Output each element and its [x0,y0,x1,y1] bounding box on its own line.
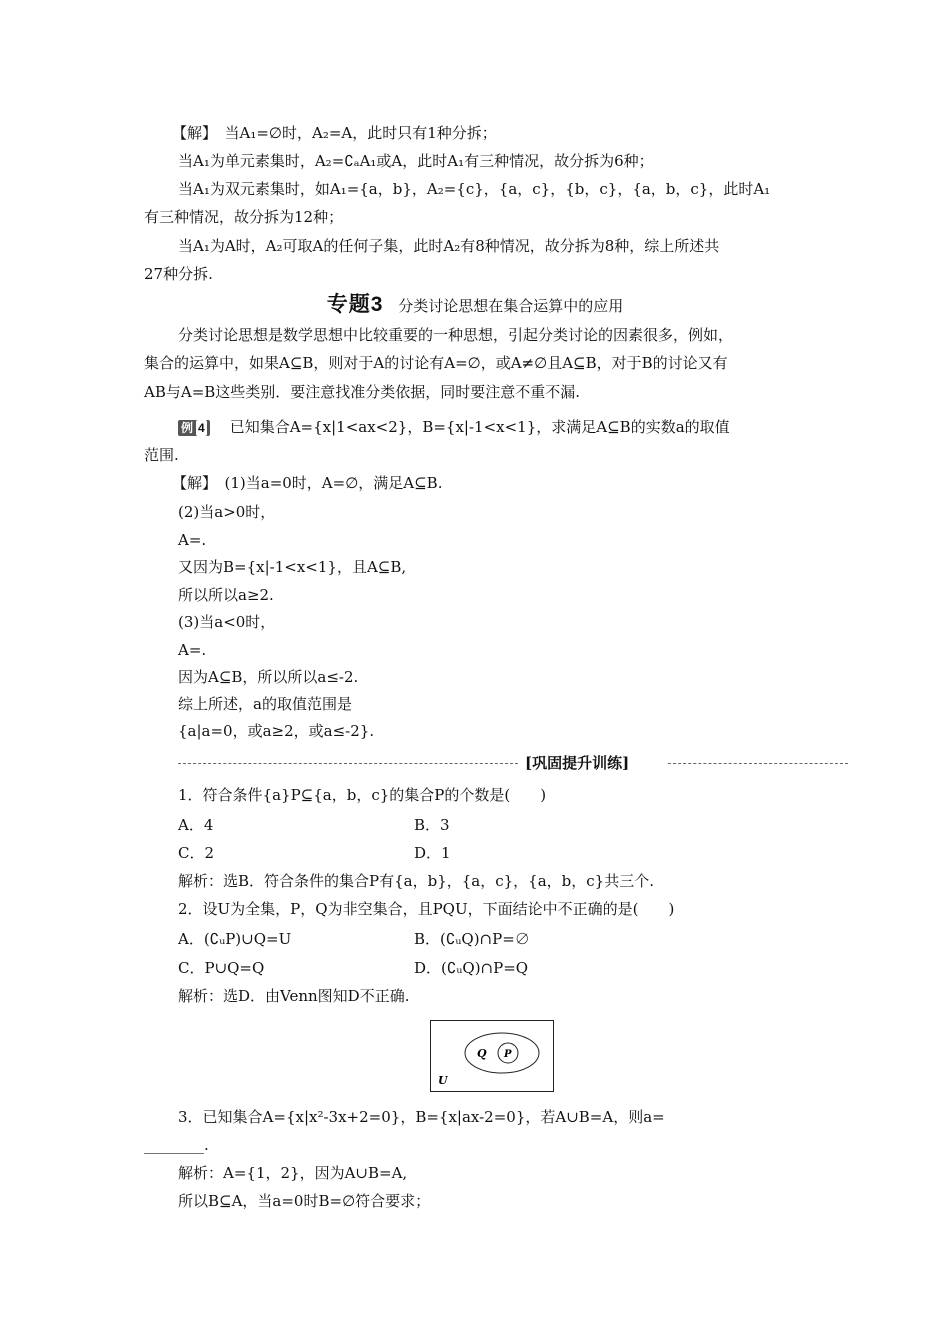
q3-blank: ________. [144,1136,209,1154]
example-badge: 例 4 [178,420,210,436]
example-solution-line: {a|a=0，或a≥2，或a≤-2}. [178,722,375,740]
example-solution-line: A=. [178,641,207,659]
solution-line: 27种分拆. [144,265,213,283]
topic-subtitle: 分类讨论思想在集合运算中的应用 [398,297,624,315]
q3-stem: 3．已知集合A={x|x²-3x+2=0}，B={x|ax-2=0}，若A∪B=A，则a= [178,1108,665,1126]
solution-line: 【解】 当A₁=∅时，A₂=A，此时只有1种分拆； [172,124,497,142]
solution-line: 有三种情况，故分拆为12种； [144,208,344,226]
divider-dash-right [668,763,848,764]
example-solution-line: (2)当a>0时， [178,503,276,521]
divider-dash-left [178,763,518,764]
example-solution-line: A=. [178,531,207,549]
intro-line: AB与A=B这些类别．要注意找准分类依据，同时要注意不重不漏. [144,383,581,401]
topic-title: 专题3 [326,293,384,316]
section-label: [巩固提升训练] [525,754,630,772]
q1-stem: 1．符合条件{a}P⊆{a，b，c}的集合P的个数是( ) [178,786,547,804]
example-stem [178,417,730,437]
q3-answer-line: 解析：A={1，2}，因为A∪B=A, [178,1164,408,1182]
example-solution-line: 又因为B={x|-1<x<1}，且A⊆B, [178,558,407,576]
example-solution-line: 综上所述，a的取值范围是 [178,695,352,713]
q2-option-a: A．(∁ᵤP)∪Q=U [178,930,292,948]
venn-diagram [430,1020,554,1092]
intro-line: 分类讨论思想是数学思想中比较重要的一种思想，引起分类讨论的因素很多，例如， [178,326,734,344]
example-solution-line: 【解】 (1)当a=0时，A=∅，满足A⊆B. [172,474,443,492]
q1-option-a: A．4 [178,816,214,834]
q1-answer: 解析：选B．符合条件的集合P有{a，b}，{a，c}，{a，b，c}共三个. [178,872,654,890]
section-divider [178,752,848,774]
q2-option-b: B．(∁ᵤQ)∩P=∅ [414,930,530,948]
example-line2: 范围. [144,446,179,464]
example-solution-line: (3)当a<0时， [178,613,276,631]
intro-line: 集合的运算中，如果A⊆B，则对于A的讨论有A=∅，或A≠∅且A⊆B，对于B的讨论又有 [144,354,728,372]
q1-option-d: D．1 [414,844,451,862]
venn-label-q: Q [477,1047,487,1060]
q3-answer-line: 所以B⊆A，当a=0时B=∅符合要求； [178,1192,431,1210]
example-solution-line: 因为A⊆B，所以所以a≤-2. [178,668,359,686]
venn-label-u: U [438,1074,448,1087]
topic-heading [0,288,950,318]
q2-option-d: D．(∁ᵤQ)∩P=Q [414,959,529,977]
example-solution-line: 所以所以a≥2. [178,586,274,604]
q1-option-c: C．2 [178,844,215,862]
solution-line: 当A₁为A时，A₂可取A的任何子集，此时A₂有8种情况，故分拆为8种，综上所述共 [178,237,720,255]
venn-universe-rect [431,1021,554,1092]
q2-answer: 解析：选D．由Venn图知D不正确. [178,987,410,1005]
example-line1: 已知集合A={x|1<ax<2}，B={x|-1<x<1}，求满足A⊆B的实数a的取值 [229,418,730,436]
q1-option-b: B．3 [414,816,450,834]
solution-line: 当A₁为单元素集时，A₂=∁ₐA₁或A，此时A₁有三种情况，故分拆为6种； [178,152,654,170]
solution-line: 当A₁为双元素集时，如A₁={a，b}，A₂={c}，{a，c}，{b，c}，{a，b，c}，此时A₁ [178,180,771,198]
q2-option-c: C．P∪Q=Q [178,959,265,977]
q2-stem: 2．设U为全集，P，Q为非空集合，且PQU，下面结论中不正确的是( ) [178,900,675,918]
venn-label-p: P [504,1049,512,1060]
